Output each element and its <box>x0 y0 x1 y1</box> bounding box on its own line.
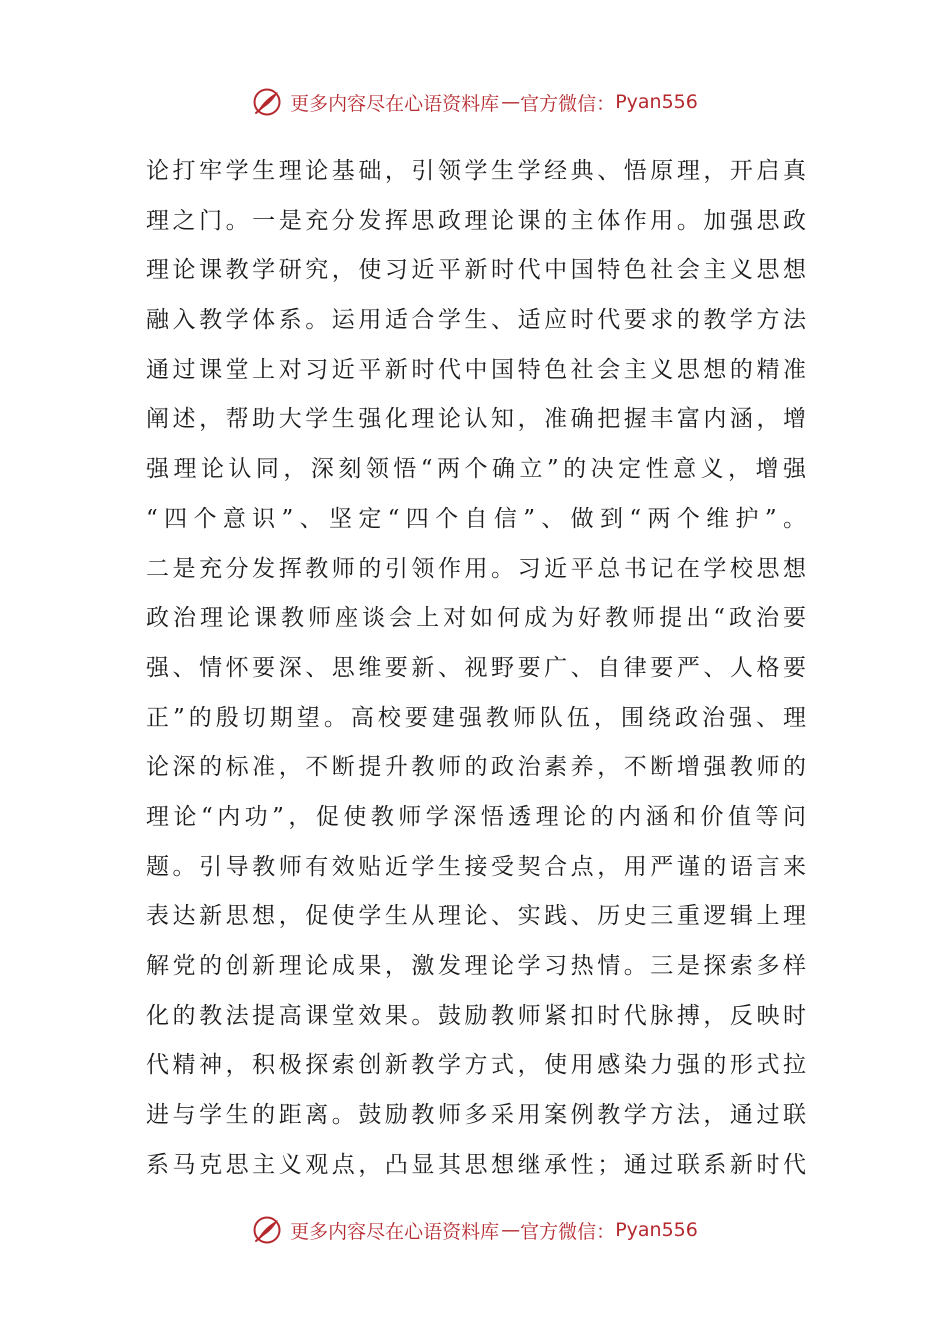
text-line: 进与学生的距离。鼓励教师多采用案例教学方法，通过联 <box>146 1102 806 1129</box>
text-line: 政治理论课教师座谈会上对如何成为好教师提出“政治要 <box>146 605 806 632</box>
text-line: “四个意识”、坚定“四个自信”、做到“两个维护”。 <box>146 505 806 532</box>
banner-label: 官方微信： <box>520 92 616 115</box>
footer-banner <box>0 1210 950 1250</box>
quill-pen-logo-icon <box>252 87 282 117</box>
text-line: 题。引导教师有效贴近学生接受契合点，用严谨的语言来 <box>146 853 806 880</box>
text-line: 代精神，积极探索创新教学方式，使用感染力强的形式拉 <box>146 1052 806 1079</box>
text-line: 理论“内功”，促使教师学深悟透理论的内涵和价值等问 <box>146 803 806 830</box>
text-line: 强、情怀要深、思维要新、视野要广、自律要严、人格要 <box>146 654 806 681</box>
banner-label: 官方微信： <box>520 1220 616 1243</box>
text-line: 论打牢学生理论基础，引领学生学经典、悟原理，开启真 <box>146 158 806 184</box>
text-line: 论深的标准，不断提升教师的政治素养，不断增强教师的 <box>146 754 806 781</box>
text-line: 化的教法提高课堂效果。鼓励教师紧扣时代脉搏，反映时 <box>146 1002 806 1029</box>
header-banner <box>0 82 950 122</box>
banner-text: 更多内容尽在心语资料库 <box>290 1220 500 1243</box>
text-line: 阐述，帮助大学生强化理论认知，准确把握丰富内涵，增 <box>146 406 806 433</box>
banner-text: 更多内容尽在心语资料库 <box>290 92 500 115</box>
text-line: 解党的创新理论成果，激发理论学习热情。三是探索多样 <box>146 953 806 979</box>
banner-separator: — <box>501 91 519 113</box>
text-line: 融入教学体系。运用适合学生、适应时代要求的教学方法 <box>146 307 806 334</box>
quill-pen-logo-icon <box>252 1215 282 1245</box>
banner-separator: — <box>501 1219 519 1241</box>
text-line: 通过课堂上对习近平新时代中国特色社会主义思想的精准 <box>146 356 806 383</box>
text-line: 理之门。一是充分发挥思政理论课的主体作用。加强思政 <box>146 207 806 234</box>
text-line: 正”的殷切期望。高校要建强教师队伍，围绕政治强、理 <box>146 704 806 731</box>
text-line: 系马克思主义观点，凸显其思想继承性；通过联系新时代 <box>146 1151 806 1178</box>
banner-wechat-id: Pyan556 <box>615 1219 698 1241</box>
text-line: 理论课教学研究，使习近平新时代中国特色社会主义思想 <box>146 257 806 284</box>
text-line: 表达新思想，促使学生从理论、实践、历史三重逻辑上理 <box>146 903 806 930</box>
text-line: 二是充分发挥教师的引领作用。习近平总书记在学校思想 <box>146 555 806 582</box>
banner-wechat-id: Pyan556 <box>615 91 698 113</box>
document-body <box>146 147 806 1190</box>
text-line: 强理论认同，深刻领悟“两个确立”的决定性意义，增强 <box>146 456 806 483</box>
